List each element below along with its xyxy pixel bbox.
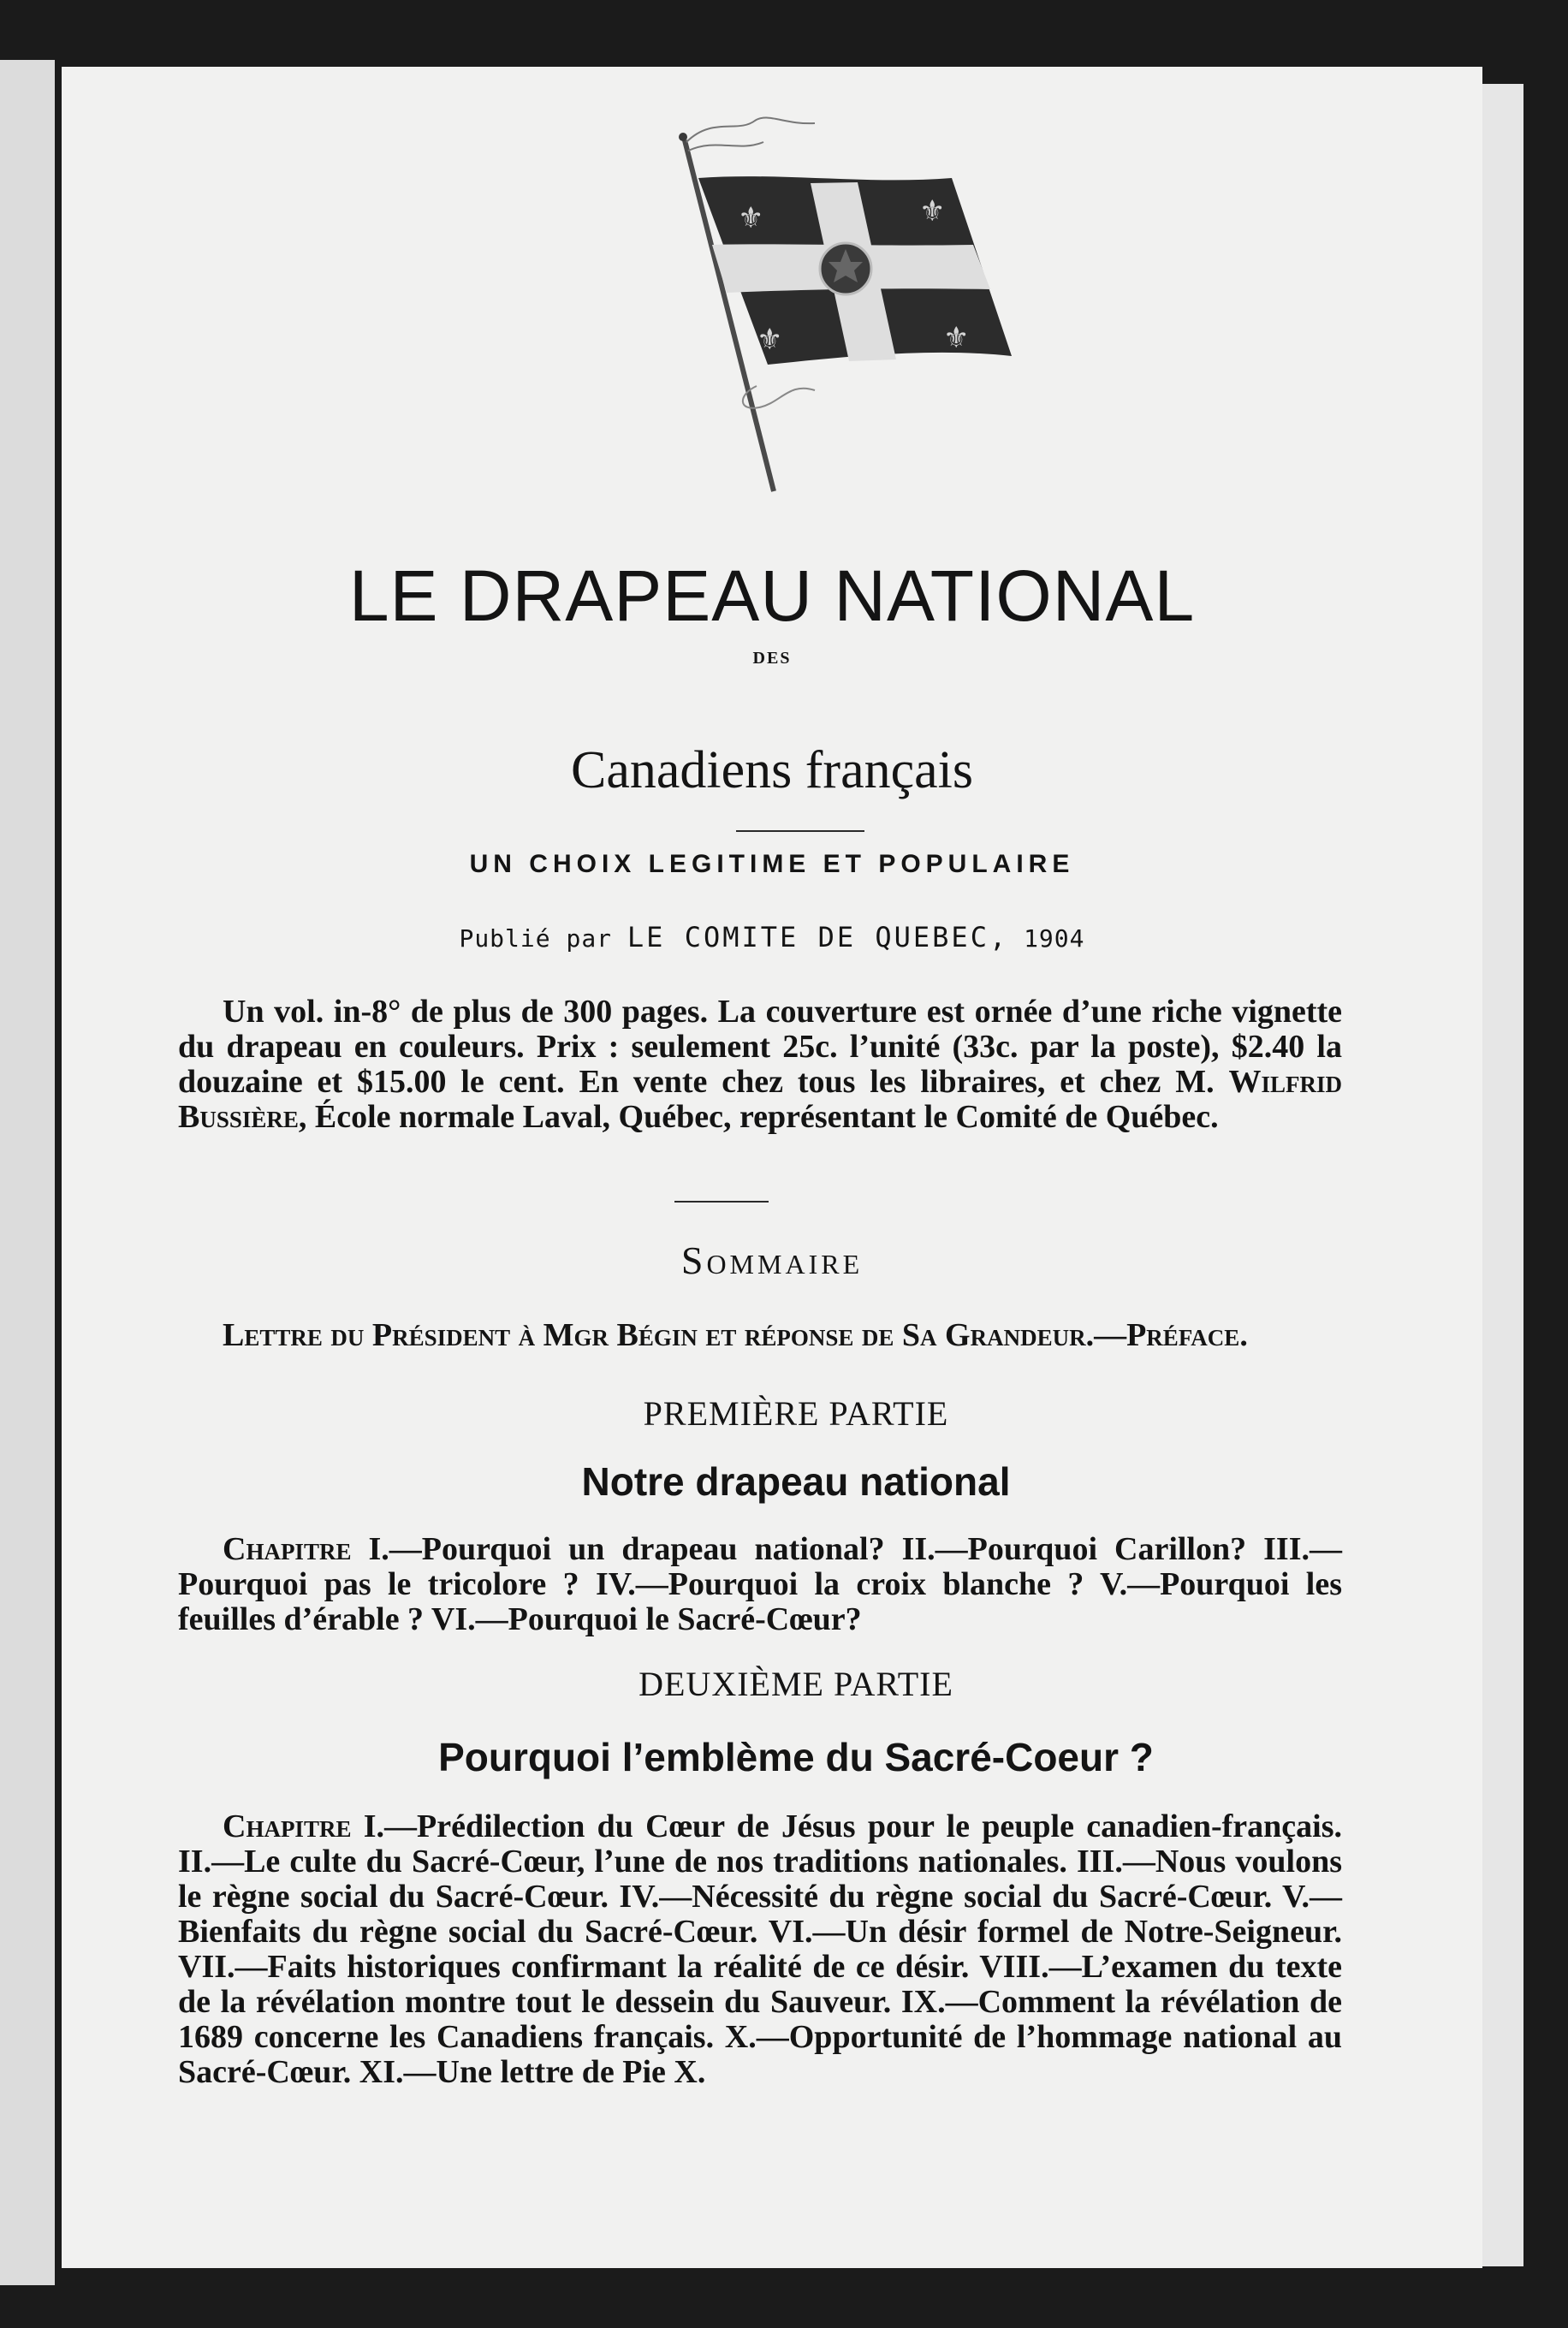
title-connector: DES — [752, 649, 792, 668]
part-one-chapters — [178, 1532, 1342, 1637]
chapter-list: I.—Pourquoi un drapeau national? II.—Pourquoi Carillon? III.—Pourquoi pas le tricolore ? IV.—Pourquoi la croix blanche ? V.—Pourquoi les feuilles d’érable ? VI.—Pourquoi le Sacré-Cœur? — [178, 1531, 1342, 1637]
svg-text:⚜: ⚜ — [757, 323, 783, 357]
page-stack-edge — [1481, 84, 1523, 2266]
publication-year: 1904 — [1024, 924, 1085, 953]
chapitre-label: Chapitre — [223, 1808, 352, 1844]
svg-text:⚜: ⚜ — [943, 321, 970, 355]
svg-text:⚜: ⚜ — [738, 201, 764, 235]
part-one-label: PREMIÈRE PARTIE — [643, 1394, 949, 1433]
chapitre-label: Chapitre — [223, 1531, 352, 1567]
book-subtitle: Canadiens français — [571, 741, 973, 799]
divider-rule-2 — [674, 1201, 769, 1203]
part-two-chapters — [178, 1809, 1342, 2090]
publisher-prefix: Publié par — [459, 924, 613, 953]
part-one-title: Notre drapeau national — [581, 1459, 1011, 1504]
sommaire-heading: Sommaire — [680, 1238, 864, 1282]
publisher-name: LE COMITE DE QUEBEC, — [627, 921, 1009, 953]
chapter-list: I.—Prédilection du Cœur de Jésus pour le peuple canadien-français. II.—Le culte du Sacré-Cœur, l’une de nos traditions nationales. III.—Nous voulons le règne social du Sacré-Cœur. IV.—Nécessité du règne social du Sacré-Cœur. V.—Bienfaits du règne social du Sacré-Cœur. VI.—Un désir formel de Notre-Seigneur. VII.—Faits historiques confirmant la réalité de ce désir. VIII.—L’examen du texte de la révélation montre tout le dessein du Sauveur. IX.—Comment la révélation de 1689 concerne les Canadiens français. X.—Opportunité de l’hommage national au Sacré-Cœur. XI.—Une lettre de Pie X. — [178, 1808, 1342, 2090]
facing-page-edge — [0, 60, 55, 2285]
carillon-flag-illustration — [609, 99, 1020, 502]
book-title: LE DRAPEAU NATIONAL — [348, 555, 1196, 636]
document-page — [62, 67, 1482, 2268]
tagline: UN CHOIX LEGITIME ET POPULAIRE — [469, 850, 1075, 878]
description-part1: Un vol. in-8° de plus de 300 pages. La couverture est ornée d’une riche vignette du drapeau en couleurs. Prix : seulement 25c. l’unité (33c. par la poste), $2.40 la douzaine et $15.00 le cent. En vente chez tous les libraires, et chez M. — [178, 994, 1342, 1100]
svg-text:⚜: ⚜ — [919, 194, 946, 229]
divider-rule — [736, 830, 864, 832]
part-two-title: Pourquoi l’emblème du Sacré-Coeur ? — [438, 1735, 1154, 1779]
part-two-label: DEUXIÈME PARTIE — [638, 1665, 953, 1703]
agent-name: Wilfrid Bussière — [178, 1064, 1342, 1135]
book-description — [178, 995, 1342, 1135]
description-part2: , École normale Laval, Québec, représentant le Comité de Québec. — [298, 1099, 1219, 1135]
sommaire-intro: Lettre du Président à Mgr Bégin et réponse de Sa Grandeur.—Préface. — [223, 1317, 1248, 1353]
publisher-line — [62, 921, 1482, 953]
